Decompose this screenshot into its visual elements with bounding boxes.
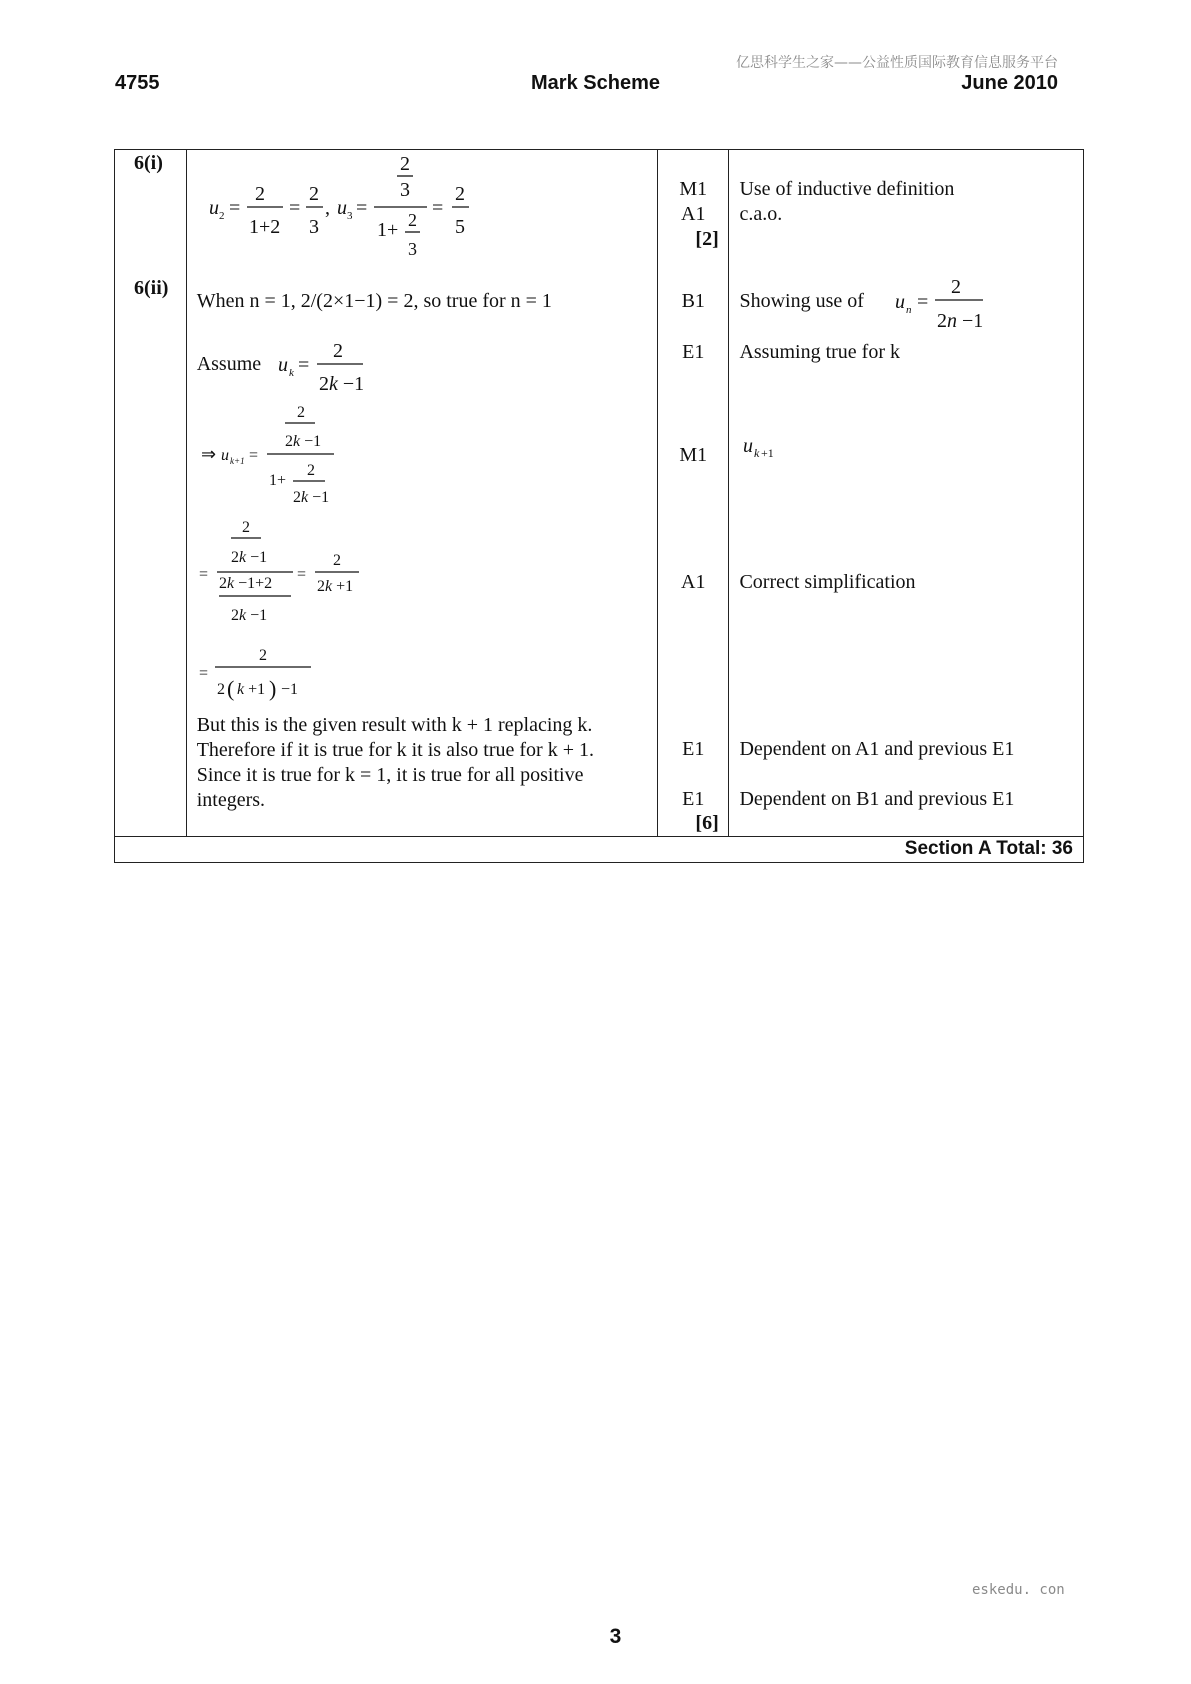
svg-text:3: 3 — [308, 216, 319, 238]
svg-text:3: 3 — [346, 210, 353, 222]
svg-text:3: 3 — [407, 239, 417, 259]
svg-text:2: 2 — [407, 210, 417, 230]
svg-text:5: 5 — [454, 216, 465, 238]
marks-cell — [657, 150, 729, 837]
mark-b1: B1 — [681, 290, 705, 312]
document-title: Mark Scheme — [531, 72, 660, 94]
top-watermark: 亿思科学生之家——公益性质国际教育信息服务平台 — [736, 55, 1058, 71]
question-row — [115, 150, 1084, 837]
question-label-6i: 6(i) — [134, 152, 163, 174]
conclusion-line-1: But this is the given result with k + 1 replacing k. — [196, 714, 593, 736]
svg-text:2k −1: 2k −1 — [230, 549, 267, 566]
comment-cao: c.a.o. — [739, 203, 783, 225]
svg-text:u: u — [277, 354, 288, 376]
svg-text:3: 3 — [399, 179, 410, 201]
svg-text:2k +1: 2k +1 — [316, 578, 353, 595]
svg-text:(: ( — [226, 676, 235, 701]
mark-total-6ii: [6] — [695, 812, 719, 834]
svg-text:2: 2 — [216, 681, 225, 698]
svg-text:2: 2 — [454, 183, 465, 205]
svg-text:u: u — [336, 197, 347, 219]
svg-text:2: 2 — [258, 647, 267, 664]
assume-label: Assume — [196, 353, 262, 375]
answer-6i-math — [197, 150, 497, 268]
conclusion-line-4: integers. — [196, 789, 266, 811]
conclusion-line-2: Therefore if it is true for k it is also true for k + 1. — [196, 739, 594, 761]
svg-text:2: 2 — [308, 183, 319, 205]
svg-text:2n −1: 2n −1 — [937, 310, 984, 332]
svg-text:2: 2 — [254, 183, 265, 205]
page-number: 3 — [609, 1625, 622, 1648]
svg-text:1+: 1+ — [268, 472, 286, 489]
induction-step-math — [197, 398, 367, 508]
question-number-cell — [115, 150, 187, 837]
svg-text:k: k — [754, 446, 760, 460]
comment-dependent-b1: Dependent on B1 and previous E1 — [739, 788, 1015, 810]
svg-text:2: 2 — [332, 552, 341, 569]
section-total-row — [115, 837, 1084, 863]
svg-text:2: 2 — [241, 519, 250, 536]
comment-inductive-definition: Use of inductive definition — [739, 178, 955, 200]
svg-text:=: = — [297, 354, 309, 376]
comment-un-formula — [893, 270, 1003, 330]
comment-dependent-a1: Dependent on A1 and previous E1 — [739, 738, 1015, 760]
base-case-text: When n = 1, 2/(2×1−1) = 2, so true for n = 1 — [196, 290, 552, 312]
svg-text:2k −1+2: 2k −1+2 — [218, 575, 272, 592]
svg-text:u: u — [895, 291, 906, 313]
svg-text:k +1: k +1 — [236, 681, 265, 698]
mark-e1-third: E1 — [682, 788, 705, 810]
svg-text:2: 2 — [951, 276, 962, 298]
comment-correct-simplification: Correct simplification — [739, 571, 916, 593]
svg-text:2k −1: 2k −1 — [292, 489, 329, 506]
svg-text:+1: +1 — [761, 446, 775, 460]
svg-text:=: = — [296, 566, 306, 583]
comment-uk1 — [741, 432, 801, 462]
mark-m1-step: M1 — [679, 444, 708, 466]
svg-text:=: = — [355, 197, 367, 219]
mark-m1: M1 — [679, 178, 708, 200]
svg-text:2: 2 — [218, 210, 225, 222]
svg-text:=: = — [288, 197, 300, 219]
question-label-6ii: 6(ii) — [134, 277, 169, 299]
comments-cell — [729, 150, 1084, 837]
mark-a1: A1 — [681, 203, 706, 225]
assume-math — [273, 334, 393, 394]
final-form-math — [197, 640, 347, 710]
mark-e1-second: E1 — [682, 738, 705, 760]
mark-total-6i: [2] — [695, 228, 719, 250]
svg-text:u: u — [220, 447, 229, 464]
mark-scheme-table — [114, 149, 1084, 863]
svg-text:2: 2 — [296, 404, 305, 421]
paper-code: 4755 — [115, 72, 160, 94]
svg-text:2: 2 — [399, 153, 410, 175]
svg-text:=: = — [198, 566, 208, 583]
svg-text:1+: 1+ — [376, 219, 398, 241]
svg-text:k+1: k+1 — [229, 456, 245, 466]
svg-text:=: = — [228, 197, 240, 219]
simplification-math — [197, 516, 397, 630]
svg-text:1+2: 1+2 — [248, 216, 280, 238]
svg-text:−1: −1 — [280, 681, 298, 698]
comment-showing-use: Showing use of — [739, 290, 864, 312]
svg-text:k: k — [288, 367, 294, 379]
mark-a1-simplify: A1 — [681, 571, 706, 593]
svg-text:): ) — [268, 676, 277, 701]
svg-text:=: = — [431, 197, 443, 219]
svg-text:2: 2 — [306, 462, 315, 479]
conclusion-line-3: Since it is true for k = 1, it is true for all positive — [196, 764, 584, 786]
section-total: Section A Total: 36 — [115, 837, 1084, 863]
svg-text:2k −1: 2k −1 — [284, 433, 321, 450]
comment-assuming-true: Assuming true for k — [739, 341, 900, 363]
svg-text:2k −1: 2k −1 — [318, 373, 364, 395]
svg-text:⇒: ⇒ — [200, 444, 216, 464]
svg-text:2: 2 — [332, 340, 343, 362]
bottom-watermark: eskedu. con — [972, 1582, 1065, 1598]
svg-text:u: u — [743, 435, 754, 457]
mark-e1: E1 — [682, 341, 705, 363]
svg-text:n: n — [906, 304, 912, 316]
exam-session: June 2010 — [961, 72, 1058, 94]
svg-text:=: = — [248, 447, 258, 464]
svg-text:=: = — [198, 665, 208, 682]
svg-text:u: u — [208, 197, 219, 219]
svg-text:,: , — [324, 197, 330, 219]
svg-text:=: = — [917, 291, 929, 313]
svg-text:2k −1: 2k −1 — [230, 607, 267, 624]
answer-cell — [186, 150, 657, 837]
